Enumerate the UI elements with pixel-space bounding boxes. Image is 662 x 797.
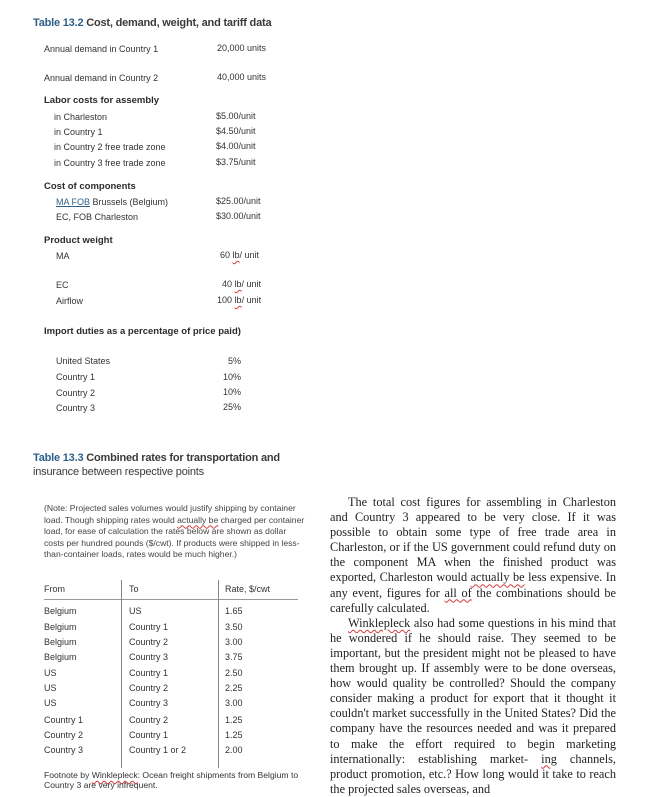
column-header-to: To	[129, 584, 139, 594]
weight-ec-value: 40 lb/ unit	[222, 279, 262, 289]
rate-cell-from: Belgium	[44, 637, 77, 647]
column-divider	[121, 580, 122, 768]
component-ma-value: $25.00/unit	[216, 196, 261, 206]
rate-cell-from: US	[44, 668, 57, 678]
duty-label: Country 1	[56, 372, 96, 382]
rate-cell-from: US	[44, 683, 57, 693]
rate-cell-rate: 3.00	[225, 698, 243, 708]
weight-heading: Product weight	[44, 235, 113, 246]
weight-ec-label: EC	[56, 280, 69, 290]
table-13-3-title-line2: insurance between respective points	[33, 466, 204, 478]
rate-cell-from: Country 2	[44, 730, 84, 740]
rate-cell-to: Country 1	[129, 622, 169, 632]
rate-cell-to: Country 2	[129, 715, 169, 725]
table-13-3-footnote: Footnote by Winklepleck: Ocean freight shipments from Belgium to Country 3 are very infrequent.	[44, 770, 299, 790]
demand-country-1-value: 20,000 units	[217, 43, 267, 53]
rate-cell-to: Country 1 or 2	[129, 745, 187, 755]
rate-cell-to: Country 3	[129, 698, 169, 708]
rate-cell-to: Country 1	[129, 730, 169, 740]
rate-cell-from: US	[44, 698, 57, 708]
weight-ma-label: MA	[56, 251, 70, 261]
rate-cell-to: Country 2	[129, 637, 169, 647]
table-13-2-number: Table 13.2	[33, 17, 84, 29]
rate-cell-to: US	[129, 606, 142, 616]
rate-cell-rate: 2.00	[225, 745, 243, 755]
duty-label: United States	[56, 356, 111, 366]
rate-cell-rate: 2.50	[225, 668, 243, 678]
labor-value: $4.50/unit	[216, 126, 256, 136]
labor-value: $3.75/unit	[216, 157, 256, 167]
component-ec-value: $30.00/unit	[216, 211, 261, 221]
weight-ma-value: 60 lb/ unit	[220, 250, 260, 260]
table-13-2-caption	[33, 17, 271, 29]
weight-airflow-value: 100 lb/ unit	[217, 295, 262, 305]
rate-cell-to: Country 2	[129, 683, 169, 693]
column-divider	[218, 580, 219, 768]
demand-country-2-label: Annual demand in Country 2	[44, 73, 159, 83]
labor-label: in Charleston	[54, 112, 108, 122]
duty-value: 5%	[228, 356, 242, 366]
ma-fob-link[interactable]: MA FOB	[56, 197, 91, 207]
labor-label: in Country 1	[54, 127, 103, 137]
rate-cell-rate: 1.65	[225, 606, 243, 616]
weight-airflow-label: Airflow	[56, 296, 84, 306]
body-text	[330, 495, 616, 797]
duty-value: 25%	[223, 402, 242, 412]
rate-cell-rate: 2.25	[225, 683, 243, 693]
table-13-3-caption	[33, 452, 280, 464]
column-header-rate: Rate, $/cwt	[225, 584, 271, 594]
rate-cell-rate: 1.25	[225, 730, 243, 740]
column-header-from: From	[44, 584, 65, 594]
labor-value: $5.00/unit	[216, 111, 256, 121]
labor-costs-heading: Labor costs for assembly	[44, 95, 160, 106]
duties-heading: Import duties as a percentage of price paid)	[44, 326, 241, 337]
demand-country-1-label: Annual demand in Country 1	[44, 44, 159, 54]
rate-cell-from: Belgium	[44, 606, 77, 616]
rate-cell-rate: 1.25	[225, 715, 243, 725]
table-13-3-title-line1: Combined rates for transportation and	[86, 452, 280, 464]
rate-cell-rate: 3.75	[225, 652, 243, 662]
paragraph-1: The total cost figures for assembling in Charleston and Country 3 appeared to be very close. If it was possible to obtain some type of free trade area in Charleston, or if the US government could refund duty on the component MA when the finished product was exported, Charleston would actually be less expensive. In any event, figures for all of the combinations should be carefully calculated.	[330, 495, 617, 615]
duty-label: Country 3	[56, 403, 96, 413]
rate-cell-to: Country 3	[129, 652, 169, 662]
duty-value: 10%	[223, 372, 242, 382]
rate-cell-rate: 3.50	[225, 622, 243, 632]
duty-value: 10%	[223, 387, 242, 397]
labor-value: $4.00/unit	[216, 141, 256, 151]
table-13-3-number: Table 13.3	[33, 452, 84, 464]
rate-cell-from: Belgium	[44, 652, 77, 662]
rate-cell-from: Belgium	[44, 622, 77, 632]
component-ec-label: EC, FOB Charleston	[56, 212, 139, 222]
rate-cell-from: Country 3	[44, 745, 84, 755]
table-13-2-title: Cost, demand, weight, and tariff data	[86, 17, 272, 29]
rate-cell-rate: 3.00	[225, 637, 243, 647]
table-13-3-note: (Note: Projected sales volumes would justify shipping by container load. Though shipping rates would actually be charged per container load, for ease of calculation the rates below are shown as dollar costs per hundred pounds ($/cwt). If products were shipped in less-than-container loads, rates would be much higher.)	[44, 503, 305, 560]
component-ma-label: MA FOB Brussels (Belgium)	[56, 197, 169, 207]
components-heading: Cost of components	[44, 181, 136, 192]
rate-cell-from: Country 1	[44, 715, 84, 725]
demand-country-2-value: 40,000 units	[217, 72, 267, 82]
header-divider	[44, 599, 298, 600]
paragraph-2: Winklepleck also had some questions in his mind that he wondered if he should raise. They seemed to be important, but the president might not be pleased to have them brought up. If assembly were to be done overseas, how would quality be controlled? Should the company consider making a product for export that it thought it couldn't market successfully in the United States? Did the company have the resources needed and was it prepared to make the effort required to begin marketing internationally: establishing market- ing channels, product promotion, etc.? How long would it take to reach the projected sales overseas, and	[330, 615, 616, 796]
labor-label: in Country 3 free trade zone	[54, 158, 166, 168]
labor-label: in Country 2 free trade zone	[54, 142, 166, 152]
rate-cell-to: Country 1	[129, 668, 169, 678]
duty-label: Country 2	[56, 388, 96, 398]
